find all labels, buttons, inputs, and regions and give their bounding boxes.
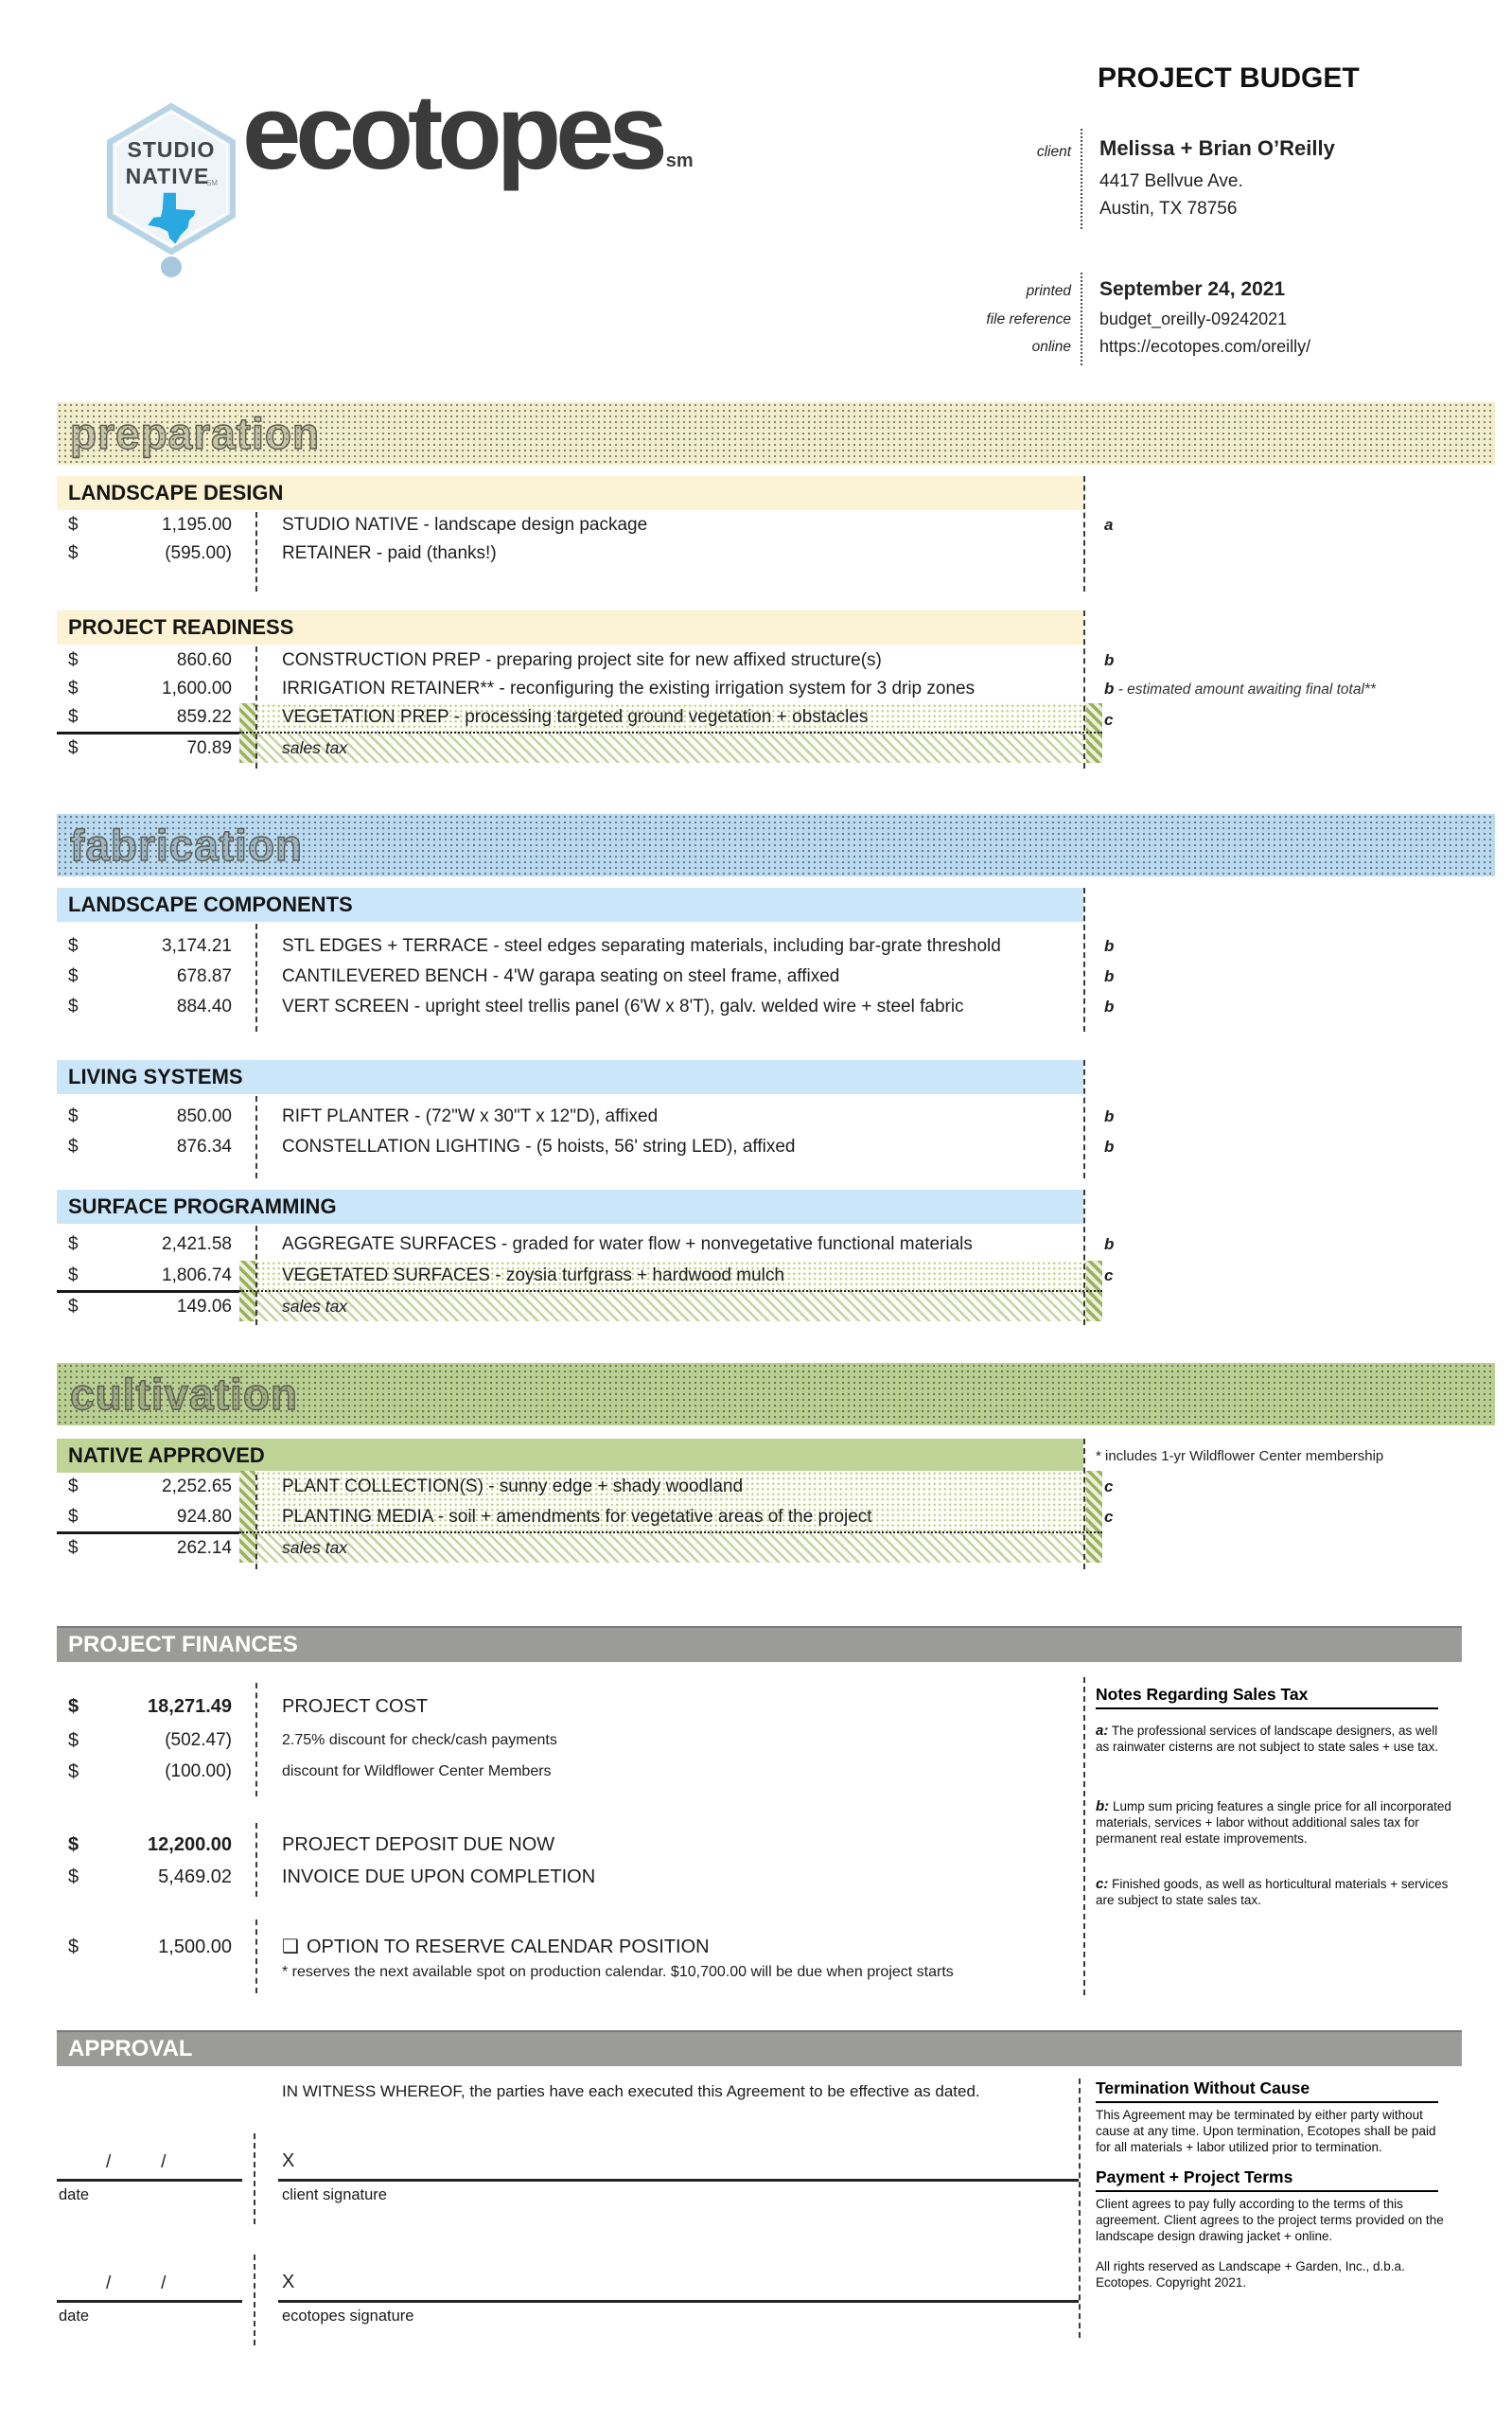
- date-label: date: [59, 2308, 90, 2325]
- client-address-line1: 4417 Bellvue Ave.: [1099, 171, 1243, 191]
- ecotopes-wordmark: [242, 73, 694, 191]
- copyright-text: All rights reserved as Landscape + Garden, Inc., d.b.a. Ecotopes. Copyright 2021.: [1096, 2259, 1405, 2290]
- client-signature-line[interactable]: [278, 2179, 1079, 2182]
- section-header-project-finances: [57, 1626, 1462, 1662]
- logo-studio-text: STUDIO: [127, 137, 216, 162]
- column-separator: [255, 1823, 257, 1897]
- row-note-letter: c: [1104, 1508, 1114, 1526]
- row-currency: $: [68, 997, 79, 1017]
- row-amount: 12,200.00: [148, 1834, 232, 1855]
- row-note-letter: b: [1104, 1107, 1115, 1125]
- row-note-letter: c: [1104, 1477, 1114, 1495]
- row-description: AGGREGATE SURFACES - graded for water flow + nonvegetative functional materials: [282, 1234, 973, 1254]
- row-currency: $: [68, 1137, 79, 1157]
- row-amount: 70.89: [186, 738, 232, 758]
- row-note-letter: b: [1104, 967, 1115, 985]
- row-amount: 149.06: [176, 1297, 232, 1317]
- row-amount: 1,195.00: [162, 515, 232, 535]
- wordmark-sm-mark: sm: [665, 150, 694, 171]
- client-signature-label: client signature: [282, 2186, 387, 2203]
- signature-separator: [254, 2133, 255, 2224]
- row-currency: $: [68, 679, 79, 699]
- signature-separator: [254, 2255, 255, 2345]
- budget-row: [57, 1230, 1457, 1258]
- row-currency: $: [68, 515, 79, 535]
- sales-tax-label: sales tax: [282, 1538, 348, 1557]
- date-slashes: / /: [106, 2152, 167, 2172]
- section-header-native-approved: [57, 1439, 1083, 1473]
- date-slashes: / /: [106, 2273, 167, 2293]
- row-currency: $: [68, 1507, 79, 1527]
- row-description: PROJECT COST: [282, 1696, 429, 1717]
- budget-row: [57, 511, 1457, 539]
- column-separator: [1083, 476, 1085, 592]
- column-separator: [255, 924, 257, 1032]
- row-amount: 2,252.65: [162, 1477, 232, 1496]
- row-note-letter: b: [1104, 1235, 1115, 1253]
- subtotal-rule-dotted: [239, 1531, 1102, 1533]
- hexagon-logo-icon: [100, 102, 242, 282]
- row-currency: $: [68, 1477, 79, 1496]
- row-note-letter: c: [1104, 1266, 1114, 1284]
- row-description: PLANTING MEDIA - soil + amendments for vegetative areas of the project: [282, 1507, 872, 1527]
- phase-band-fabrication: [57, 814, 1495, 876]
- discount-row: [57, 1756, 1457, 1788]
- row-amount: 262.14: [176, 1538, 232, 1558]
- row-description: CANTILEVERED BENCH - 4'W garapa seating on steel frame, affixed: [282, 966, 840, 986]
- row-amount: 860.60: [176, 650, 232, 670]
- budget-row: [57, 993, 1457, 1020]
- row-currency: $: [68, 1538, 79, 1558]
- budget-row: [57, 646, 1457, 674]
- budget-row: [57, 1503, 1457, 1530]
- sales-tax-row: [57, 1293, 1457, 1320]
- ecotopes-signature-line[interactable]: [278, 2300, 1079, 2303]
- row-currency: $: [68, 1106, 79, 1126]
- sales-tax-label: sales tax: [282, 1297, 348, 1316]
- column-separator: [1083, 1677, 1085, 1995]
- sales-tax-notes-heading: Notes Regarding Sales Tax: [1096, 1685, 1438, 1709]
- row-amount: 3,174.21: [162, 936, 232, 956]
- row-currency: $: [68, 1937, 79, 1957]
- section-header-living-systems: [57, 1060, 1083, 1094]
- file-reference-value: budget_oreilly-09242021: [1099, 310, 1288, 328]
- row-currency: $: [68, 1834, 79, 1855]
- section-header-landscape-components: [57, 888, 1083, 922]
- row-description: discount for Wildflower Center Members: [282, 1763, 552, 1779]
- budget-row: [57, 1473, 1457, 1500]
- signature-x-mark: X: [282, 2272, 295, 2292]
- section-title: LANDSCAPE COMPONENTS: [68, 893, 353, 916]
- option-footnote-row: [57, 1961, 1457, 1989]
- row-currency: $: [68, 1297, 79, 1317]
- section-title: PROJECT FINANCES: [68, 1632, 298, 1657]
- payment-terms-heading: Payment + Project Terms: [1096, 2167, 1438, 2192]
- date-line[interactable]: [57, 2300, 242, 2303]
- note-body: Lump sum pricing features a single price for all incorporated materials, services + labor without additional sales tax for permanent real estate improvements.: [1096, 1799, 1451, 1846]
- row-amount: 678.87: [176, 966, 232, 986]
- option-label: OPTION TO RESERVE CALENDAR POSITION: [306, 1937, 710, 1957]
- calendar-option-row: [57, 1931, 1457, 1963]
- row-description: RETAINER - paid (thanks!): [282, 543, 497, 563]
- date-line[interactable]: [57, 2179, 242, 2182]
- row-description: VEGETATION PREP - processing targeted ground vegetation + obstacles: [282, 707, 869, 727]
- budget-row: [57, 932, 1457, 960]
- deposit-row: [57, 1829, 1457, 1861]
- file-reference-label: file reference: [986, 311, 1071, 327]
- column-separator: [1083, 1439, 1085, 1569]
- section-header-landscape-design: [57, 476, 1083, 510]
- row-amount: 1,500.00: [158, 1937, 232, 1957]
- row-amount: 859.22: [176, 707, 232, 727]
- witness-statement: IN WITNESS WHEREOF, the parties have each executed this Agreement to be effective as dated.: [282, 2082, 980, 2100]
- column-separator: [255, 1096, 257, 1178]
- termination-body: This Agreement may be terminated by either party without cause at any time. Upon termination, Ecotopes shall be paid for all materials + labor utilized prior to termination.: [1096, 2108, 1436, 2154]
- note-letter-c: c:: [1096, 1876, 1109, 1892]
- budget-row: [57, 1103, 1457, 1130]
- subtotal-rule-dotted: [239, 732, 1102, 734]
- row-description: PROJECT DEPOSIT DUE NOW: [282, 1834, 555, 1855]
- row-description: VERT SCREEN - upright steel trellis panel (6'W x 8'T), galv. welded wire + steel fabric: [282, 997, 964, 1017]
- wildflower-membership-note: * includes 1-yr Wildflower Center membership: [1096, 1448, 1384, 1464]
- row-description: 2.75% discount for check/cash payments: [282, 1732, 557, 1748]
- row-description: IRRIGATION RETAINER** - reconfiguring the existing irrigation system for 3 drip zones: [282, 679, 976, 699]
- row-description: CONSTELLATION LIGHTING - (5 hoists, 56' string LED), affixed: [282, 1137, 796, 1157]
- online-url: https://ecotopes.com/oreilly/: [1099, 337, 1311, 356]
- column-separator: [255, 646, 257, 769]
- payment-terms-body: Client agrees to pay fully according to the terms of this agreement. Client agrees to the project terms provided on the landscape design drawing jacket + online.: [1096, 2197, 1444, 2243]
- row-amount: 884.40: [176, 997, 232, 1017]
- sales-tax-row: [57, 1534, 1457, 1562]
- column-separator: [1079, 2078, 1081, 2338]
- row-description: INVOICE DUE UPON COMPLETION: [282, 1866, 596, 1887]
- row-amount: 18,271.49: [148, 1696, 232, 1717]
- row-amount: (502.47): [165, 1730, 232, 1750]
- signature-x-mark: X: [282, 2150, 295, 2171]
- phase-band-cultivation: [57, 1363, 1495, 1425]
- subtotal-rule: [57, 1531, 239, 1534]
- row-currency: $: [68, 1761, 79, 1782]
- termination-heading: Termination Without Cause: [1096, 2078, 1438, 2103]
- note-letter-b: b:: [1096, 1798, 1110, 1814]
- budget-row: [57, 963, 1457, 990]
- column-separator: [1083, 610, 1085, 769]
- phase-word-preparation: preparation: [70, 409, 321, 458]
- section-title: LANDSCAPE DESIGN: [68, 481, 284, 504]
- column-separator: [255, 512, 257, 592]
- column-separator: [255, 1683, 257, 1796]
- client-separator: [1081, 129, 1082, 229]
- note-suffix: - estimated amount awaiting final total**: [1114, 681, 1376, 698]
- row-note-letter: b: [1104, 998, 1115, 1016]
- row-description: CONSTRUCTION PREP - preparing project site for new affixed structure(s): [282, 650, 882, 670]
- printed-date: September 24, 2021: [1099, 278, 1286, 300]
- logo-sm-mark: SM: [206, 179, 218, 187]
- section-header-approval: [57, 2030, 1462, 2066]
- column-separator: [1083, 888, 1085, 1032]
- row-currency: $: [68, 738, 79, 758]
- row-currency: $: [68, 966, 79, 986]
- meta-separator: [1081, 273, 1082, 365]
- row-currency: $: [68, 1234, 79, 1254]
- row-note-letter: b: [1104, 1138, 1115, 1156]
- date-label: date: [59, 2186, 90, 2203]
- row-description: STUDIO NATIVE - landscape design package: [282, 515, 648, 535]
- row-amount: 850.00: [176, 1106, 232, 1126]
- row-currency: $: [68, 1730, 79, 1751]
- sales-tax-row: [57, 734, 1457, 762]
- note-body: The professional services of landscape designers, as well as rainwater cisterns are not subject to state sales + use tax.: [1096, 1724, 1439, 1754]
- ecotopes-signature-label: ecotopes signature: [282, 2308, 414, 2325]
- row-currency: $: [68, 543, 79, 563]
- studio-native-logo: [100, 102, 242, 287]
- row-currency: $: [68, 1866, 79, 1887]
- discount-row: [57, 1724, 1457, 1757]
- budget-row: [57, 1262, 1457, 1289]
- budget-row: [57, 703, 1457, 731]
- option-footnote: * reserves the next available spot on production calendar. $10,700.00 will be due when project starts: [282, 1964, 954, 1980]
- row-amount: 876.34: [176, 1137, 232, 1157]
- budget-row: [57, 1133, 1457, 1160]
- subtotal-rule-dotted: [239, 1290, 1102, 1292]
- section-title: PROJECT READINESS: [68, 615, 294, 639]
- section-title: APPROVAL: [68, 2036, 193, 2061]
- row-currency: $: [68, 936, 79, 956]
- section-title: SURFACE PROGRAMMING: [68, 1194, 337, 1218]
- row-note-letter: b: [1104, 651, 1115, 669]
- wordmark-text: ecotopes: [242, 73, 662, 191]
- row-amount: (100.00): [165, 1761, 232, 1781]
- row-amount: (595.00): [165, 543, 232, 563]
- row-description: VEGETATED SURFACES - zoysia turfgrass + hardwood mulch: [282, 1265, 784, 1285]
- row-note-letter: a: [1104, 516, 1114, 534]
- row-currency: $: [68, 650, 79, 670]
- row-description: [282, 1931, 710, 1963]
- row-currency: $: [68, 1265, 79, 1285]
- row-note-letter: [1104, 675, 1376, 703]
- row-amount: 1,600.00: [162, 679, 232, 699]
- column-separator: [255, 1919, 257, 1993]
- phase-band-preparation: [57, 402, 1495, 465]
- section-title: LIVING SYSTEMS: [68, 1065, 243, 1088]
- row-description: STL EDGES + TERRACE - steel edges separating materials, including bar-grate threshold: [282, 936, 1001, 956]
- invoice-row: [57, 1861, 1457, 1893]
- column-separator: [255, 1475, 257, 1569]
- row-amount: 1,806.74: [162, 1265, 232, 1285]
- row-currency: $: [68, 707, 79, 727]
- client-address-line2: Austin, TX 78756: [1099, 199, 1238, 219]
- row-note-letter: c: [1104, 711, 1114, 729]
- column-separator: [1083, 1190, 1085, 1325]
- row-amount: 5,469.02: [158, 1866, 232, 1887]
- client-name: Melissa + Brian O’Reilly: [1099, 136, 1335, 160]
- checkbox-icon: ❑: [282, 1937, 299, 1957]
- note-letter: b: [1104, 680, 1115, 698]
- subtotal-rule: [57, 732, 239, 734]
- page-title: PROJECT BUDGET: [1098, 62, 1360, 94]
- phase-word-fabrication: fabrication: [70, 821, 304, 870]
- note-letter-a: a:: [1096, 1723, 1109, 1739]
- printed-label: printed: [1026, 283, 1071, 299]
- section-header-surface-programming: [57, 1190, 1083, 1224]
- phase-word-cultivation: cultivation: [70, 1370, 299, 1419]
- row-amount: 2,421.58: [162, 1234, 232, 1254]
- column-separator: [1083, 1060, 1085, 1178]
- section-title: NATIVE APPROVED: [68, 1443, 265, 1467]
- project-cost-row: [57, 1690, 1457, 1723]
- row-description: RIFT PLANTER - (72"W x 30"T x 12"D), affixed: [282, 1106, 659, 1126]
- section-header-project-readiness: [57, 610, 1083, 645]
- logo-native-text: NATIVE: [125, 164, 210, 188]
- row-description: PLANT COLLECTION(S) - sunny edge + shady woodland: [282, 1477, 744, 1496]
- logo-dot: [161, 256, 182, 277]
- note-body: Finished goods, as well as horticultural materials + services are subject to state sales tax.: [1096, 1877, 1449, 1907]
- row-note-letter: b: [1104, 937, 1115, 955]
- client-label: client: [1036, 144, 1071, 160]
- subtotal-rule: [57, 1290, 239, 1293]
- online-label: online: [1031, 339, 1071, 355]
- budget-row: [57, 539, 1457, 567]
- row-amount: 924.80: [176, 1507, 232, 1527]
- row-currency: $: [68, 1696, 79, 1717]
- budget-row: [57, 675, 1457, 702]
- sales-tax-label: sales tax: [282, 738, 348, 757]
- column-separator: [255, 1226, 257, 1325]
